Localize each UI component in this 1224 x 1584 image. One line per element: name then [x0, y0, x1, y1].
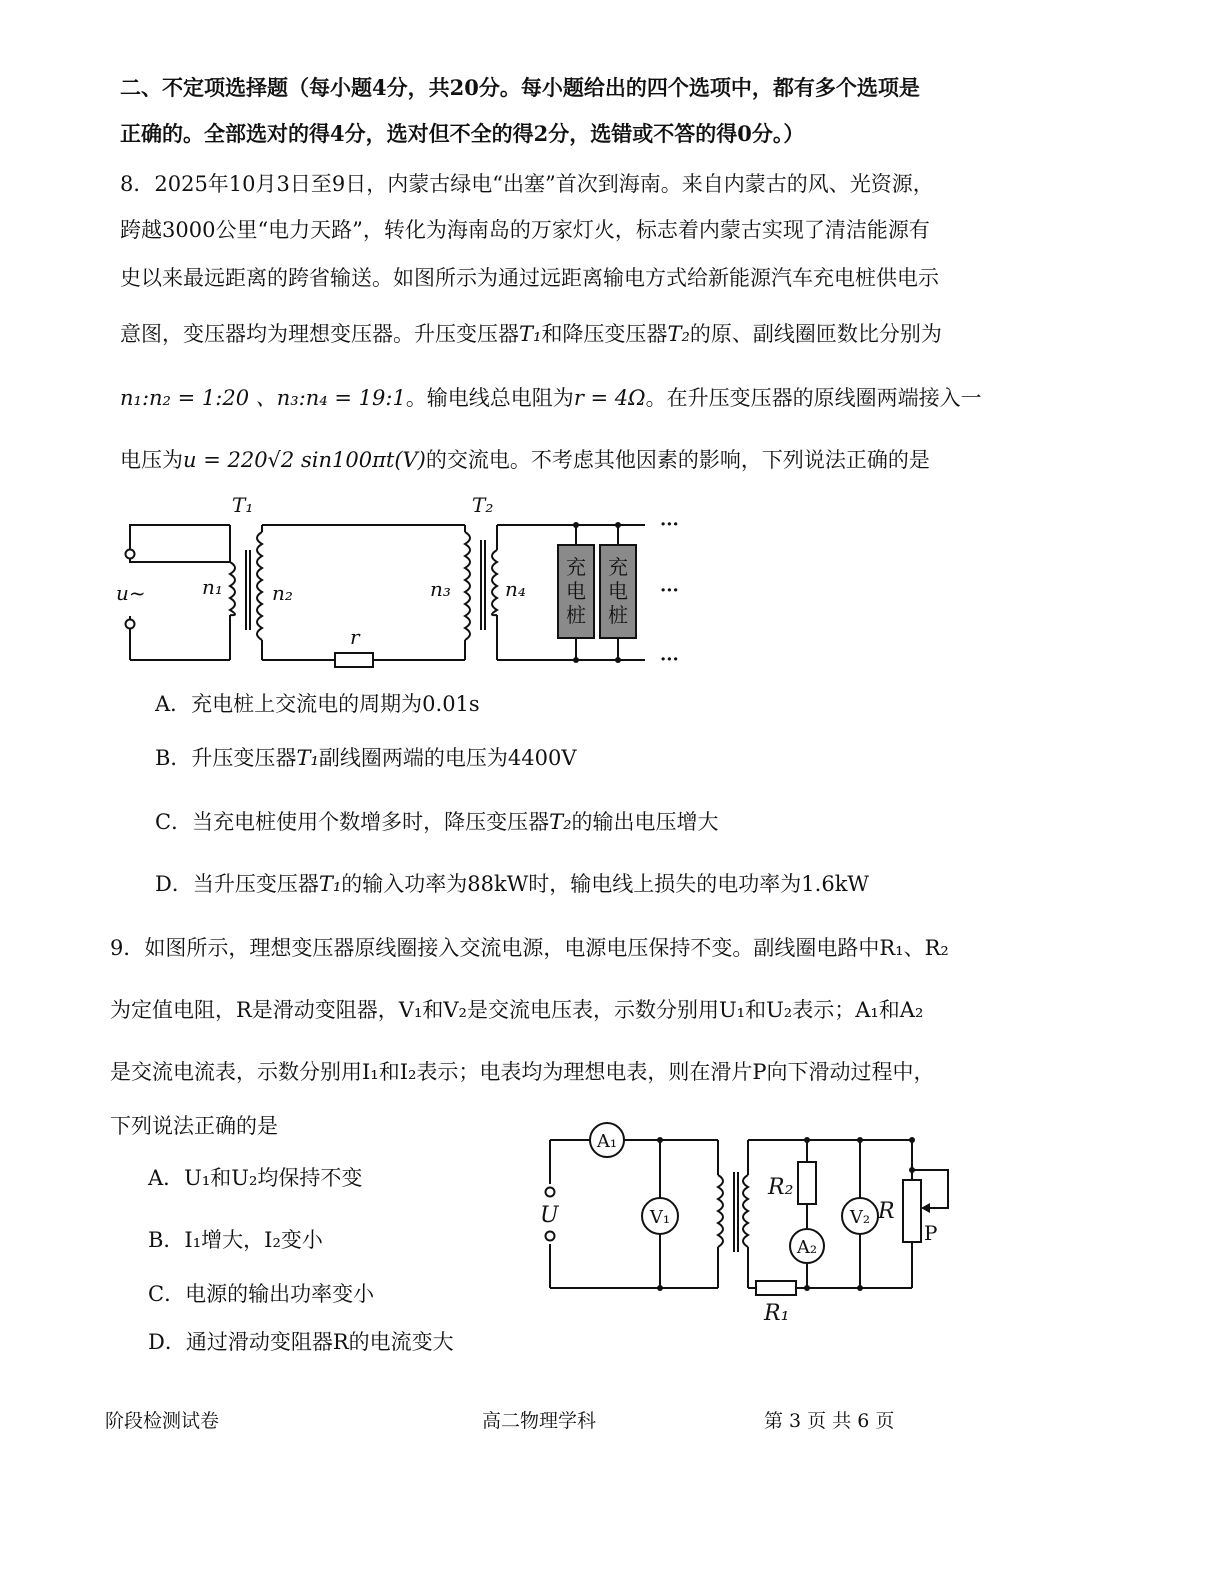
q8-text-line2: 跨越3000公里“电力天路”，转化为海南岛的万家灯火，标志着内蒙古实现了清洁能源有 [120, 218, 930, 242]
q8-t1-symbol: T₁ [519, 322, 542, 346]
q8-dots-top: ··· [660, 514, 679, 535]
q9-option-a: A．U₁和U₂均保持不变 [148, 1166, 363, 1190]
q8-label-n4: n₄ [505, 577, 526, 601]
q9-label-R: R [878, 1199, 895, 1224]
q9-option-d: D．通过滑动变阻器R的电流变大 [148, 1330, 454, 1354]
q8-text-line6 [120, 446, 930, 474]
q9-label-V1: V₁ [649, 1207, 671, 1228]
q8-terminal-top [126, 550, 135, 559]
q8-label-T2: T₂ [472, 493, 494, 517]
q9-label-R2: R₂ [768, 1175, 794, 1200]
q8-option-c-part1: C．当充电桩使用个数增多时，降压变压器 [155, 810, 550, 834]
q8-label-n3: n₃ [430, 577, 451, 601]
q8-coil-n1 [230, 562, 235, 615]
q8-option-b-t1: T₁ [296, 746, 319, 770]
q8-text-line4 [120, 320, 942, 348]
q8-text-line1: 8．2025年10月3日至9日，内蒙古绿电“出塞”首次到海南。来自内蒙古的风、光资源， [120, 172, 934, 196]
q8-pile1-char2: 电 [566, 579, 586, 603]
q8-turns-ratio: n₁:n₂ = 1:20 、n₃:n₄ = 19:1 [120, 386, 406, 410]
q8-pile1-char3: 桩 [566, 603, 586, 627]
q8-label-r: r [350, 625, 360, 649]
q8-line4-part3: 的原、副线圈匝数比分别为 [689, 322, 942, 346]
q8-option-d-part2: 的输入功率为88kW时，输电线上损失的电功率为1.6kW [341, 872, 870, 896]
footer-left: 阶段检测试卷 [105, 1410, 220, 1432]
q9-circuit-diagram [530, 1120, 970, 1340]
q8-line5-part2: 。输电线总电阻为 [405, 386, 574, 410]
q8-text-line5 [120, 384, 982, 412]
q9-slider-wire [912, 1170, 948, 1208]
q9-text-line1: 9．如图所示，理想变压器原线圈接入交流电源，电源电压保持不变。副线圈电路中R₁、R₂ [110, 936, 949, 960]
q8-text-line3: 史以来最远距离的跨省输送。如图所示为通过远距离输电方式给新能源汽车充电桩供电示 [120, 266, 939, 290]
footer-page-number: 第 3 页 共 6 页 [764, 1410, 895, 1432]
q8-resistor-r [335, 653, 373, 667]
q8-line5-part4: 。在升压变压器的原线圈两端接入一 [645, 386, 982, 410]
q9-label-R1: R₁ [764, 1301, 790, 1326]
q9-option-b: B．I₁增大，I₂变小 [148, 1228, 323, 1252]
q8-option-d-t1: T₁ [318, 872, 342, 896]
q8-line4-part2: 和降压变压器 [541, 322, 668, 346]
q9-label-A2: A₂ [796, 1237, 818, 1258]
q8-pile2-char2: 电 [608, 579, 628, 603]
q8-dots-bottom: ··· [660, 649, 679, 670]
q8-terminal-bottom [126, 620, 135, 629]
footer-center: 高二物理学科 [482, 1410, 597, 1432]
q8-circuit-diagram [100, 490, 700, 680]
q9-resistor-R2 [798, 1162, 816, 1204]
q8-label-n2: n₂ [272, 581, 293, 605]
q8-label-n1: n₁ [202, 575, 223, 599]
q9-text-line4: 下列说法正确的是 [110, 1114, 278, 1138]
q8-pile1-char1: 充 [566, 555, 586, 579]
q8-option-b-part2: 副线圈两端的电压为4400V [318, 746, 577, 770]
q8-pile2-char3: 桩 [608, 603, 628, 627]
q8-option-c [155, 808, 719, 836]
q8-wire-source-top [130, 525, 230, 562]
q8-line6-part3: 的交流电。不考虑其他因素的影响，下列说法正确的是 [425, 448, 930, 472]
q8-option-a: A．充电桩上交流电的周期为0.01s [155, 692, 480, 716]
q8-coil-n2 [257, 532, 262, 640]
q8-option-c-part2: 的输出电压增大 [571, 810, 719, 834]
q8-voltage-formula: u = 220√2 sin100πt(V) [183, 448, 426, 472]
q8-option-b-part1: B．升压变压器 [155, 746, 297, 770]
q8-coil-n4 [492, 550, 497, 615]
q8-resistance: r = 4Ω [573, 386, 646, 410]
q9-coil-primary [718, 1175, 723, 1247]
q9-option-c: C．电源的输出功率变小 [148, 1282, 375, 1306]
q8-option-d-part1: D．当升压变压器 [155, 872, 319, 896]
q9-label-P: P [924, 1221, 938, 1245]
q8-option-c-t2: T₂ [549, 810, 572, 834]
q8-line6-part1: 电压为 [120, 448, 183, 472]
q8-t2-symbol: T₂ [667, 322, 690, 346]
q9-coil-secondary [743, 1175, 748, 1247]
q8-dots-middle: ··· [660, 580, 679, 601]
q8-coil-n3 [465, 532, 470, 640]
q9-slider-arrow [921, 1203, 930, 1213]
section-heading-line1: 二、不定项选择题（每小题4分，共20分。每小题给出的四个选项中，都有多个选项是 [120, 75, 920, 100]
q9-text-line3: 是交流电流表，示数分别用I₁和I₂表示；电表均为理想电表，则在滑片P向下滑动过程中， [110, 1060, 935, 1084]
q8-option-d [155, 870, 869, 898]
q9-resistor-R1 [756, 1281, 796, 1295]
q9-label-V2: V₂ [849, 1207, 871, 1228]
q8-option-b [155, 744, 576, 772]
q8-label-u: u~ [116, 581, 146, 605]
q9-label-A1: A₁ [596, 1131, 618, 1152]
q8-pile2-char1: 充 [608, 555, 628, 579]
q9-resistor-R [903, 1180, 921, 1242]
q8-line4-part1: 意图，变压器均为理想变压器。升压变压器 [120, 322, 519, 346]
q9-label-U: U [540, 1203, 559, 1228]
q9-text-line2: 为定值电阻，R是滑动变阻器，V₁和V₂是交流电压表，示数分别用U₁和U₂表示；A₁和A₂ [110, 998, 924, 1022]
q8-label-T1: T₁ [232, 493, 254, 517]
section-heading-line2: 正确的。全部选对的得4分，选对但不全的得2分，选错或不答的得0分。） [120, 121, 805, 146]
